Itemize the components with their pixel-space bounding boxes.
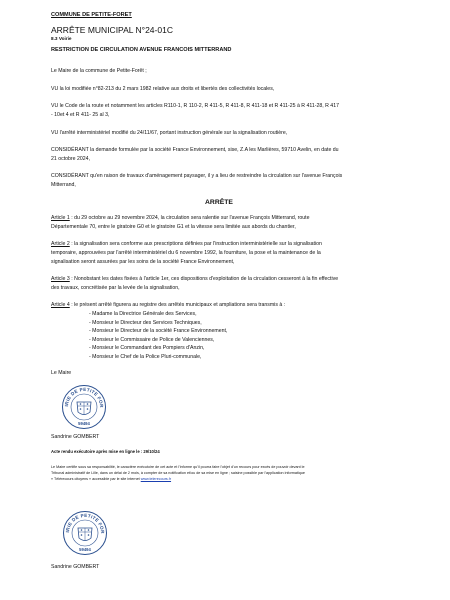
recipient-item: - Monsieur le Directeur des Services Techniques,: [89, 320, 202, 326]
recipient-item: - Monsieur le Commissaire de Police de Valenciennes,: [89, 337, 215, 343]
signature-role: Le Maire: [51, 370, 72, 376]
vu-code-route-line2: - 10et 4 et R 411- 25 al 3,: [51, 112, 110, 118]
arrete-heading: ARRÊTE: [205, 199, 233, 206]
vu-code-route-line1: VU le Code de la route et notamment les articles R110-1, R 110-2, R 411-5, R 411-8, R 411-18 et R 411-25 à R 411-28, R 417: [51, 103, 339, 109]
article-2-line1: [51, 241, 322, 247]
recipient-item: - Madame la Directrice Générale des Services,: [89, 311, 197, 317]
article-2-label: Article 2: [51, 241, 70, 247]
signatory-name: Sandrine GOMBERT: [51, 564, 100, 570]
document-title: RESTRICTION DE CIRCULATION AVENUE FRANCOIS MITTERRAND: [51, 47, 232, 53]
article-3-label: Article 3: [51, 276, 70, 282]
considerant-demande-line2: 21 octobre 2024,: [51, 156, 90, 162]
article-2-line3: signalisation seront assurées par les soins de la société France Environnement,: [51, 259, 235, 265]
recours-notice-line2: Tribunal administratif de Lille, dans un délai de 2 mois, à compter de sa notification et/ou de sa mise en ligne ; saisine possible par l'application informatique: [51, 471, 305, 475]
article-3-text: : Nonobstant les dates fixées à l'article 1er, ces dispositions d'exploitation de la circulation cesseront à la fin effective: [69, 276, 339, 282]
svg-text:MAIRIE DE PETITE FORET: IRIE DE PETITE FOR: [63, 386, 105, 408]
svg-text:MAIRIE DE PETITE FORET: IRIE DE PETITE FOR: [64, 512, 106, 534]
recipient-item: - Monsieur le Directeur de la société France Environnement,: [89, 328, 228, 334]
article-1-line1: [51, 215, 310, 221]
considerant-demande-line1: CONSIDÉRANT la demande formulée par la société France Environnement, sise, Z.A les Marlières, 59710 Avelin, en date du: [51, 147, 339, 153]
article-4-text: : le présent arrêté figurera au registre des arrêtés municipaux et ampliations sera transmis à :: [69, 302, 286, 308]
article-1-line2: Départementale 70, entre le giratoire G0 et le giratoire G1 et la vitesse sera limitée aux abords du chantier,: [51, 224, 296, 230]
mairie-seal-icon: [61, 384, 107, 430]
telerecours-link[interactable]: www.telerecours.fr: [140, 477, 172, 481]
executoire-notice: Acte rendu exécutoire après mise en ligne le : 29/10/24: [51, 449, 160, 454]
vu-loi: VU la loi modifiée n°82-213 du 2 mars 1982 relative aux droits et libertés des collectivités locales,: [51, 86, 275, 92]
recipient-item: - Monsieur le Commandant des Pompiers d'Anzin,: [89, 345, 205, 351]
section-label: 8.3 Voirie: [51, 36, 72, 41]
article-1-label: Article 1: [51, 215, 70, 221]
article-1-text: : du 29 octobre au 29 novembre 2024, la circulation sera ralentie sur l'avenue François Mitterrand, route: [69, 215, 310, 221]
recours-notice-text: « Télérecours citoyens » accessible par le site internet: [51, 477, 140, 481]
arrete-number: ARRÊTE MUNICIPAL N°24-01C: [51, 25, 173, 35]
considerant-travaux-line2: Mitterrand,: [51, 182, 76, 188]
recours-notice-line3: [51, 477, 171, 482]
signatory-name: Sandrine GOMBERT: [51, 434, 100, 440]
article-3-line2: des travaux, concrétisée par la levée de la signalisation,: [51, 285, 180, 291]
article-4-label: Article 4: [51, 302, 70, 308]
svg-text:59494: 59494: [79, 547, 91, 552]
article-3-line1: [51, 276, 338, 282]
recipient-item: - Monsieur le Chef de la Police Pluri-communale,: [89, 354, 202, 360]
vu-arrete-interministeriel: VU l'arrêté interministériel modifié du 24/11/67, portant instruction générale sur la signalisation routière,: [51, 130, 288, 136]
article-2-text: : la signalisation sera conforme aux prescriptions définies par l'instruction interministérielle sur la signalisation: [69, 241, 322, 247]
mairie-seal-icon: [62, 510, 108, 556]
considerant-travaux-line1: CONSIDÉRANT qu'en raison de travaux d'aménagement paysager, il y a lieu de restreindre la circulation sur l'avenue François: [51, 173, 343, 179]
svg-text:59494: 59494: [78, 421, 90, 426]
article-2-line2: temporaire, approuvées par l'arrêté interministériel du 6 novembre 1992, la fourniture, la pose et la maintenance de la: [51, 250, 321, 256]
article-4-line1: [51, 302, 285, 308]
preamble-maire: Le Maire de la commune de Petite-Forêt ;: [51, 68, 147, 74]
recours-notice-line1: Le Maire certifie sous sa responsabilité, le caractère exécutoire de cet acte et l'informe qu'il pourra faire l'objet d'un recours pour excès de pouvoir devant le: [51, 465, 305, 469]
commune-name: COMMUNE DE PETITE-FORET: [51, 12, 132, 18]
